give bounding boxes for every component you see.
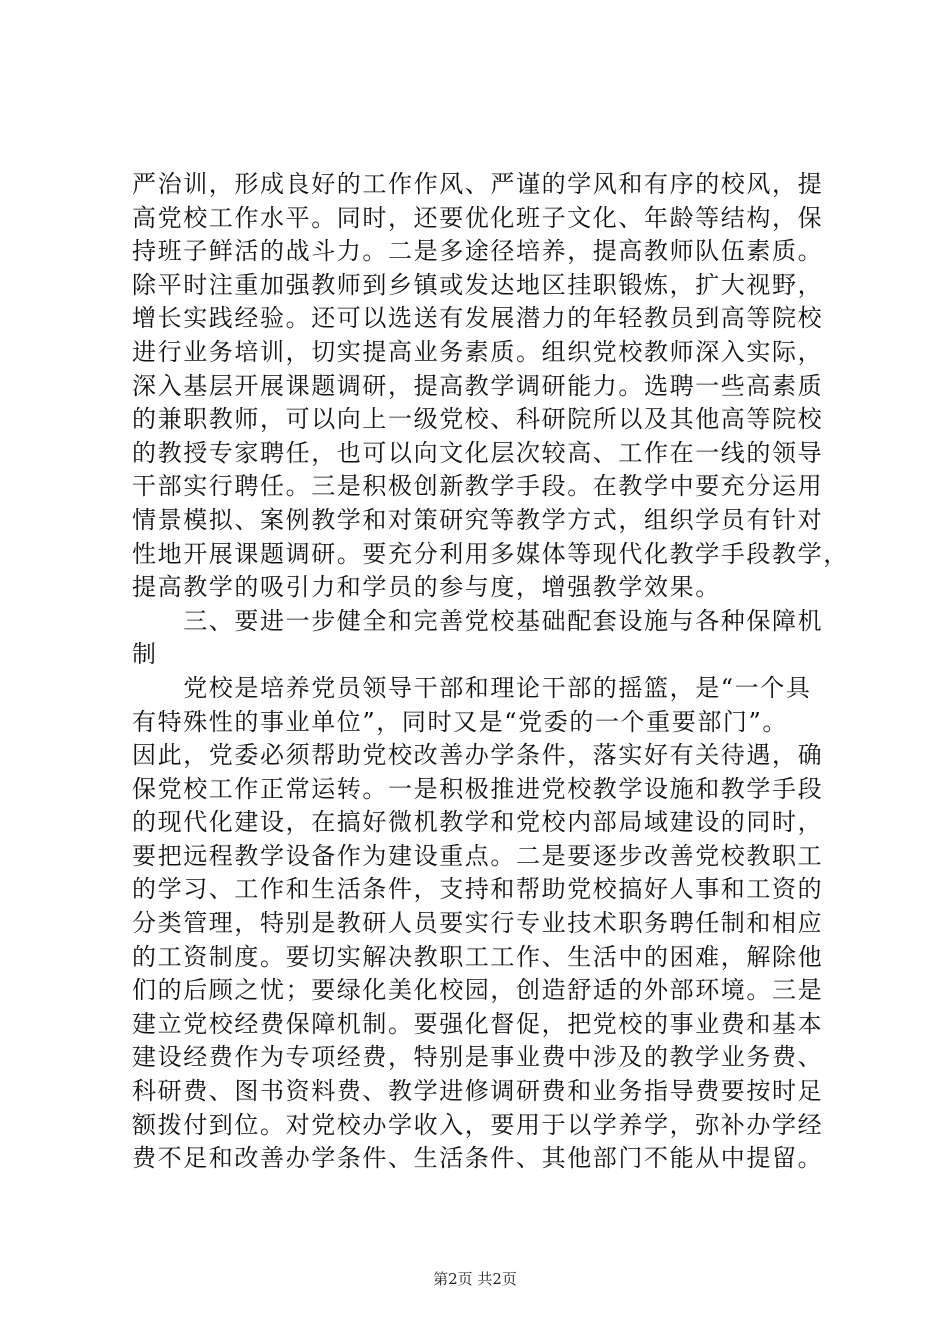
text-line: 持班子鲜活的战斗力。二是多途径培养，提高教师队伍素质。 [132,237,824,266]
text-line: 党校是培养党员领导干部和理论干部的摇篮，是“一个具 [132,673,812,702]
text-line: 分类管理，特别是教研人员要实行专业技术职务聘任制和相应 [132,909,824,938]
text-line: 要把远程教学设备作为建设重点。二是要逐步改善党校教职工 [132,841,824,870]
document-body [132,168,849,1176]
section-heading-line: 制 [132,640,158,669]
text-line: 严治训，形成良好的工作作风、严谨的学风和有序的校风，提 [132,170,824,198]
text-line: 性地开展课题调研。要充分利用多媒体等现代化教学手段教学， [132,539,849,568]
text-line: 额拨付到位。对党校办学收入，要用于以学养学，弥补办学经 [132,1110,824,1139]
text-line: 提高教学的吸引力和学员的参与度，增强教学效果。 [132,573,721,602]
text-line: 增长实践经验。还可以选送有发展潜力的年轻教员到高等院校 [132,304,824,333]
text-line: 的兼职教师，可以向上一级党校、科研院所以及其他高等院校 [132,405,824,434]
text-line: 的教授专家聘任，也可以向文化层次较高、工作在一线的领导 [132,438,824,467]
text-line: 有特殊性的事业单位”，同时又是“党委的一个重要部门”。 [132,707,789,736]
text-line: 费不足和改善办学条件、生活条件、其他部门不能从中提留。 [132,1144,824,1173]
page-number-footer: 第2页 共2页 [433,1270,517,1288]
section-heading-line: 三、要进一步健全和完善党校基础配套设施与各种保障机 [132,606,824,635]
text-line: 的学习、工作和生活条件，支持和帮助党校搞好人事和工资的 [132,875,824,904]
text-line: 高党校工作水平。同时，还要优化班子文化、年龄等结构，保 [132,203,824,232]
text-line: 深入基层开展课题调研，提高教学调研能力。选聘一些高素质 [132,371,824,400]
text-line: 建设经费作为专项经费，特别是事业费中涉及的教学业务费、 [132,1043,824,1072]
text-line: 因此，党委必须帮助党校改善办学条件，落实好有关待遇，确 [132,741,824,770]
text-line: 进行业务培训，切实提高业务素质。组织党校教师深入实际， [132,337,824,366]
text-line: 的现代化建设，在搞好微机教学和党校内部局域建设的同时， [132,808,824,837]
text-line: 们的后顾之忧；要绿化美化校园，创造舒适的外部环境。三是 [132,976,824,1005]
text-line: 情景模拟、案例教学和对策研究等教学方式，组织学员有针对 [132,505,824,534]
text-line: 保党校工作正常运转。一是积极推进党校教学设施和教学手段 [132,774,824,803]
text-line: 干部实行聘任。三是积极创新教学手段。在教学中要充分运用 [132,472,824,501]
text-line: 科研费、图书资料费、教学进修调研费和业务指导费要按时足 [132,1077,824,1106]
text-line: 的工资制度。要切实解决教职工工作、生活中的困难，解除他 [132,942,824,971]
text-line: 除平时注重加强教师到乡镇或发达地区挂职锻炼，扩大视野， [132,270,824,299]
text-line: 建立党校经费保障机制。要强化督促，把党校的事业费和基本 [132,1009,824,1038]
